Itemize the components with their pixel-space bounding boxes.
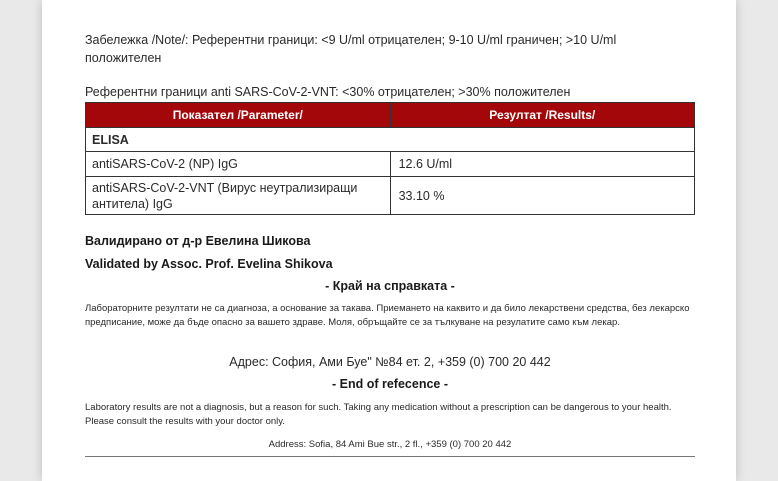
table-row	[86, 177, 695, 215]
validated-bg: Валидирано от д-р Евелина Шикова	[85, 234, 311, 248]
header-results: Резултат /Results/	[390, 103, 694, 128]
disclaimer-en: Laboratory results are not a diagnosis, but a reason for such. Taking any medication without a prescription can be dangerous to your health. Please consult the results with your doctor only.	[85, 402, 672, 427]
address-en: Address: Sofia, 84 Ami Bue str., 2 fl., +359 (0) 700 20 442	[268, 439, 512, 450]
table-row	[86, 152, 695, 177]
reference-vnt: Референтни граници anti SARS-CoV-2-VNT: <30% отрицателен; >30% положителен	[85, 85, 571, 99]
parameter-cell: antiSARS-CoV-2 (NP) IgG	[86, 152, 391, 177]
results-table	[85, 102, 695, 215]
group-label: ELISA	[86, 128, 695, 152]
address-bg: Адрес: София, Ами Буе" №84 ет. 2, +359 (0) 700 20 442	[229, 355, 551, 369]
group-row	[86, 128, 695, 152]
footer-divider	[85, 456, 695, 457]
validated-en: Validated by Assoc. Prof. Evelina Shikova	[85, 257, 333, 271]
result-cell: 12.6 U/ml	[390, 152, 694, 177]
disclaimer-bg: Лабораторните резултати не са диагноза, а основание за такава. Приемането на каквито и да било лекарствени средства, без лекарско предписание, може да бъде опасно за вашето здраве. Моля, обръщайте се за тълкуване на резулатите само към лекар.	[85, 303, 690, 328]
parameter-cell: antiSARS-CoV-2-VNT (Вирус неутрализиращи антитела) IgG	[86, 177, 391, 215]
reference-note: Забележка /Note/: Референтни граници: <9 U/ml отрицателен; 9-10 U/ml граничен; >10 U/ml положителен	[85, 33, 617, 65]
document-page	[42, 0, 736, 481]
end-of-report-bg: - Край на справката -	[325, 279, 455, 293]
header-parameter: Показател /Parameter/	[86, 103, 391, 128]
end-of-report-en: - End of refecence -	[332, 377, 448, 391]
table-header-row	[86, 103, 695, 128]
result-cell: 33.10 %	[390, 177, 694, 215]
